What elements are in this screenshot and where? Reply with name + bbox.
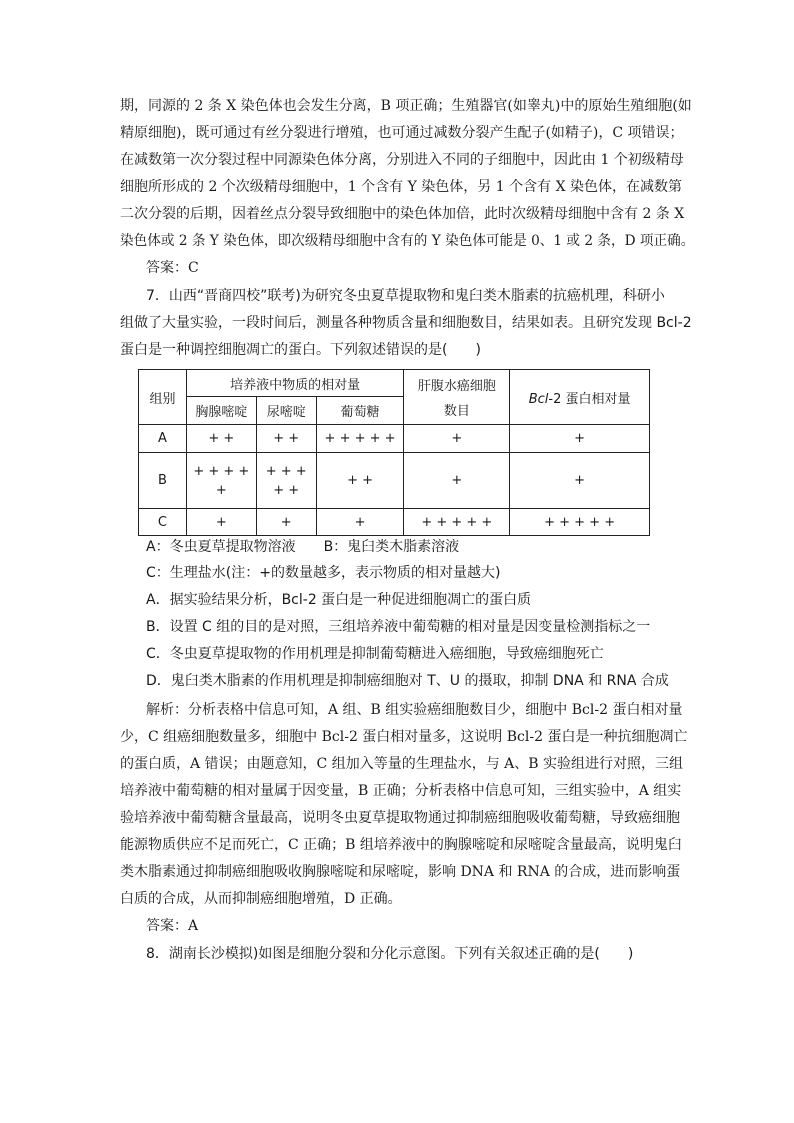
table-row [139, 509, 650, 536]
header-cells [404, 370, 510, 425]
cell-bcl2: + + + + + [510, 509, 650, 536]
q6-analysis-line: 精原细胞)，既可通过有丝分裂进行增殖，也可通过减数分裂产生配子(如精子)，C 项错误； [120, 125, 684, 141]
cell-uracil-line: + + + [265, 463, 307, 479]
q7-stem-line: 组做了大量实验，一段时间后，测量各种物质含量和细胞数目，结果如表。且研究发现 Bcl-2 [120, 315, 692, 331]
q7-option-d: D．鬼臼类木脂素的作用机理是抑制癌细胞对 T、U 的摄取，抑制 DNA 和 RNA 合成 [146, 673, 669, 689]
cell-thymine: + + [186, 425, 256, 453]
q7-stem-line: 7．山西“晋商四校”联考)为研究冬虫夏草提取物和鬼臼类木脂素的抗癌机理，科研小 [146, 288, 665, 304]
cell-glucose: + + + + + [316, 425, 404, 453]
cell-bcl2: + [510, 425, 650, 453]
header-group: 组别 [139, 370, 187, 425]
q7-option-c: C．冬虫夏草提取物的作用机理是抑制葡萄糖进入癌细胞，导致癌细胞死亡 [146, 646, 604, 662]
experiment-table [138, 369, 650, 536]
table-row [139, 453, 650, 509]
cell-group: B [139, 453, 187, 509]
cell-uracil: + [256, 509, 316, 536]
q7-analysis-line: 培养液中葡萄糖的相对量属于因变量，B 正确；分析表格中信息可知，三组实验中，A 组实 [120, 783, 682, 799]
q6-analysis-line: 期，同源的 2 条 X 染色体也会发生分离，B 项正确；生殖器官(如睾丸)中的原始生殖细胞(如 [120, 98, 692, 114]
q7-analysis-line: 能源物质供应不足而死亡，C 正确；B 组培养液中的胸腺嘧啶和尿嘧啶含量最高，说明鬼臼 [120, 837, 682, 853]
q7-legend: A：冬虫夏草提取物溶液 B：鬼臼类木脂素溶液 [146, 539, 460, 555]
cell-group: A [139, 425, 187, 453]
q6-analysis-line: 细胞所形成的 2 个次级精母细胞中，1 个含有 Y 染色体，另 1 个含有 X 染色体，在减数第 [120, 179, 682, 195]
q7-answer: 答案：A [146, 918, 199, 934]
q7-analysis-line: 解析：分析表格中信息可知，A 组、B 组实验癌细胞数目少，细胞中 Bcl-2 蛋白相对量 [146, 702, 683, 718]
q6-answer: 答案：C [146, 260, 199, 276]
cell-glucose: + + [316, 453, 404, 509]
q6-analysis-line: 二次分裂的后期，因着丝点分裂导致细胞中的染色体加倍，此时次级精母细胞中含有 2 条 X [120, 206, 685, 222]
cell-group: C [139, 509, 187, 536]
header-bcl2: Bcl-2 蛋白相对量 [510, 370, 650, 425]
cell-uracil-line: + + [273, 482, 300, 498]
q7-analysis-line: 的蛋白质，A 错误；由题意知，C 组加入等量的生理盐水，与 A、B 实验组进行对照，三组 [120, 756, 684, 772]
cell-cells: + [404, 425, 510, 453]
header-glucose: 葡萄糖 [316, 397, 404, 425]
header-uracil: 尿嘧啶 [256, 397, 316, 425]
cell-uracil: + + [256, 425, 316, 453]
cell-thymine [186, 453, 256, 509]
q7-option-a: A．据实验结果分析，Bcl-2 蛋白是一种促进细胞凋亡的蛋白质 [146, 592, 532, 608]
q6-analysis-line: 在减数第一次分裂过程中同源染色体分离，分别进入不同的子细胞中，因此由 1 个初级精母 [120, 152, 684, 168]
q7-legend: C：生理盐水(注：+的数量越多，表示物质的相对量越大) [146, 565, 501, 581]
q7-stem-line: 蛋白是一种调控细胞凋亡的蛋白。下列叙述错误的是( ) [120, 342, 481, 358]
header-medium: 培养液中物质的相对量 [186, 370, 404, 397]
header-cells-line: 数目 [443, 404, 470, 419]
cell-thymine-line: + + + + [193, 463, 250, 479]
q7-analysis-line: 验培养液中葡萄糖含量最高，说明冬虫夏草提取物通过抑制癌细胞吸收葡萄糖，导致癌细胞 [120, 810, 680, 826]
q7-analysis-line: 类木脂素通过抑制癌细胞吸收胸腺嘧啶和尿嘧啶，影响 DNA 和 RNA 的合成，进而影响蛋 [120, 864, 681, 880]
cell-thymine: + [186, 509, 256, 536]
q7-analysis-line: 白质的合成，从而抑制癌细胞增殖，D 正确。 [120, 891, 402, 907]
header-cells-line: 肝腹水癌细胞 [417, 379, 496, 394]
cell-glucose: + [316, 509, 404, 536]
header-thymine: 胸腺嘧啶 [186, 397, 256, 425]
q8-stem: 8．湖南长沙模拟)如图是细胞分裂和分化示意图。下列有关叙述正确的是( ) [146, 946, 634, 962]
cell-uracil [256, 453, 316, 509]
q6-analysis-line: 染色体或 2 条 Y 染色体，即次级精母细胞中含有的 Y 染色体可能是 0、1 或 2 条，D 项正确。 [120, 233, 695, 249]
table-row [139, 425, 650, 453]
q7-option-b: B．设置 C 组的目的是对照，三组培养液中葡萄糖的相对量是因变量检测指标之一 [146, 619, 651, 635]
cell-cells: + + + + + [404, 509, 510, 536]
cell-thymine-line: + [215, 482, 227, 498]
q7-analysis-line: 少，C 组癌细胞数量多，细胞中 Bcl-2 蛋白相对量多，这说明 Bcl-2 蛋白是一种抗细胞凋亡 [120, 729, 688, 745]
cell-cells: + [404, 453, 510, 509]
cell-bcl2: + [510, 453, 650, 509]
